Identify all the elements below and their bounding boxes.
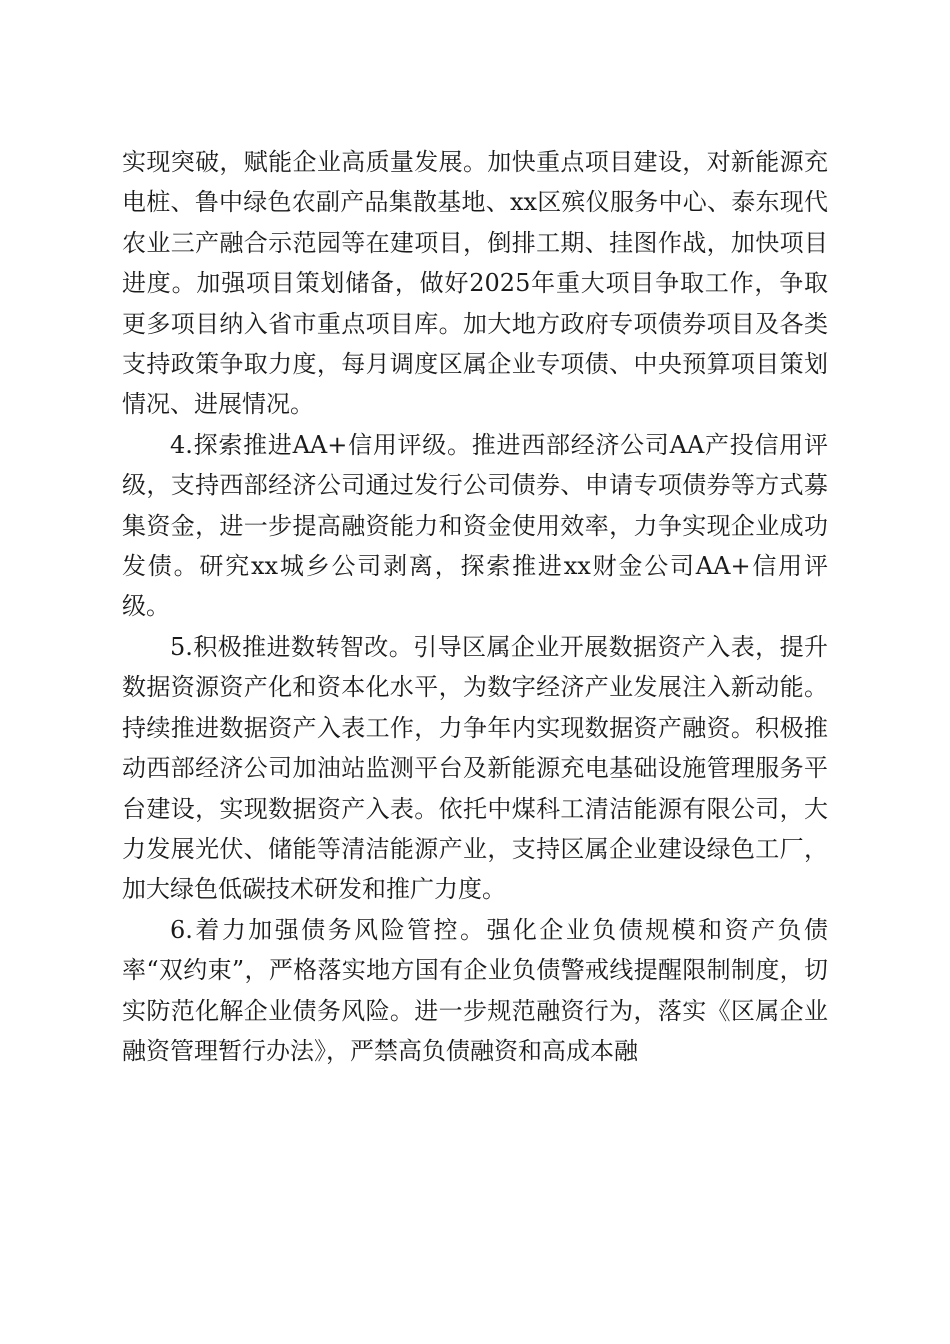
paragraph-credit-rating: 4.探索推进AA+信用评级。推进西部经济公司AA产投信用评级，支持西部经济公司通过发行公司债券、申请专项债券等方式募集资金，进一步提高融资能力和资金使用效率，力争实现企业成功发债。研究xx城乡公司剥离，探索推进xx财金公司AA+信用评级。 bbox=[122, 430, 828, 621]
document-body bbox=[122, 142, 828, 1071]
paragraph-project-construction: 实现突破，赋能企业高质量发展。加快重点项目建设，对新能源充电桩、鲁中绿色农副产品集散基地、xx区殡仪服务中心、泰东现代农业三产融合示范园等在建项目，倒排工期、挂图作战，加快项目进度。加强项目策划储备，做好2025年重大项目争取工作，争取更多项目纳入省市重点项目库。加大地方政府专项债券项目及各类支持政策争取力度，每月调度区属企业专项债、中央预算项目策划情况、进展情况。 bbox=[122, 148, 828, 419]
paragraph-digital-transformation: 5.积极推进数转智改。引导区属企业开展数据资产入表，提升数据资源资产化和资本化水平，为数字经济产业发展注入新动能。持续推进数据资产入表工作，力争年内实现数据资产融资。积极推动西部经济公司加油站监测平台及新能源充电基础设施管理服务平台建设，实现数据资产入表。依托中煤科工清洁能源有限公司，大力发展光伏、储能等清洁能源产业，支持区属企业建设绿色工厂，加大绿色低碳技术研发和推广力度。 bbox=[122, 632, 828, 904]
paragraph-debt-risk-control: 6.着力加强债务风险管控。强化企业负债规模和资产负债率“双约束”，严格落实地方国有企业负债警戒线提醒限制制度，切实防范化解企业债务风险。进一步规范融资行为，落实《区属企业融资管理暂行办法》，严禁高负债融资和高成本融 bbox=[122, 915, 828, 1065]
